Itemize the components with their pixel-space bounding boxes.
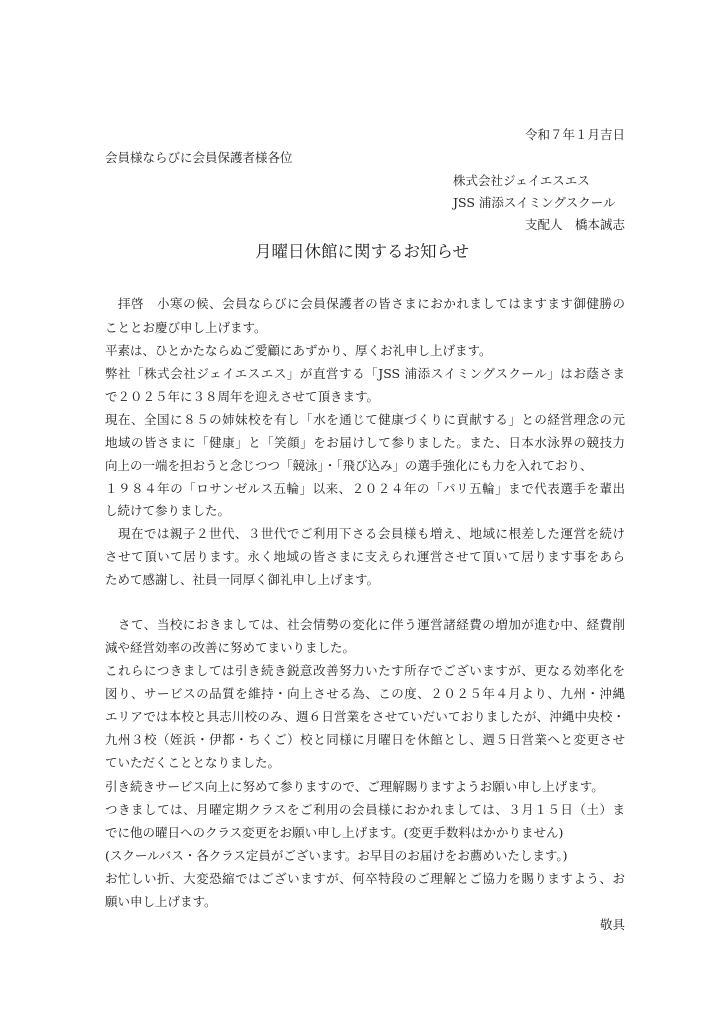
body-line: 向上の一端を担おうと念じつつ「競泳」・「飛び込み」の選手強化にも力を入れており、 bbox=[105, 458, 593, 473]
body-line: 引き続きサービス向上に努めて参りますので、ご理解賜りますようお願い申し上げます。 bbox=[105, 779, 604, 794]
body-line: でに他の曜日へのクラス変更をお願い申し上げます。(変更手数料はかかりません) bbox=[105, 825, 564, 840]
body-line: 願い申し上げます。 bbox=[105, 894, 217, 909]
body-line: つきましては、月曜定期クラスをご利用の会員様におかれましては、３月１５日（土）ま bbox=[105, 802, 625, 817]
body-line: エリアでは本校と具志川校のみ、週６日営業をさせていだいておりましたが、沖縄中央校・ bbox=[105, 709, 625, 724]
school-name: JSS 浦添スイミングスクール bbox=[453, 195, 616, 210]
body-line: 減や経営効率の改善に努めてまいりました。 bbox=[105, 640, 356, 655]
body-line: こととお慶び申し上げます。 bbox=[105, 320, 267, 335]
body-line: で２０２５年に３８周年を迎えさせて頂きます。 bbox=[105, 389, 380, 404]
body-line: 地域の皆さまに「健康」と「笑顔」をお届けして参りました。また、日本水泳界の競技力 bbox=[105, 435, 625, 450]
body-line: (スクールバス・各クラス定員がございます。お早目のお届けをお薦めいたします。) bbox=[105, 848, 568, 863]
body-line: お忙しい折、大変恐縮ではございますが、何卒特段のご理解とご協力を賜りますよう、お bbox=[105, 871, 625, 886]
body-line: 平素は、ひとかたならぬご愛顧にあずかり、厚くお礼申し上げます。 bbox=[105, 343, 492, 358]
body-line: １９８４年の「ロサンゼルス五輪」以来、２０２４年の「パリ五輪」まで代表選手を輩出 bbox=[105, 481, 625, 496]
body-line: ていただくこととなりました。 bbox=[105, 755, 281, 770]
body-line: ためて感謝し、社員一同厚く御礼申し上げます。 bbox=[105, 572, 380, 587]
manager-name: 支配人 橋本誠志 bbox=[524, 217, 625, 232]
body-line: し続けて参りました。 bbox=[105, 503, 231, 518]
body-line: これらにつきましては引き続き鋭意改善努力いたす所存でございますが、更なる効率化を bbox=[105, 663, 625, 678]
body-line: 現在では親子２世代、３世代でご利用下さる会員様も増え、地域に根差した運営を続け bbox=[105, 526, 625, 541]
body-line: 現在、全国に８５の姉妹校を有し「水を通じて健康づくりに貢献する」との経営理念の元 bbox=[105, 412, 625, 427]
body-line: さて、当校におきましては、社会情勢の変化に伴う運営諸経費の増加が進む中、経費削 bbox=[105, 617, 625, 632]
page-title: 月曜日休館に関するお知らせ bbox=[254, 242, 469, 261]
company-name: 株式会社ジェイエスエス bbox=[453, 173, 590, 188]
body-line: 図り、サービスの品質を維持・向上させる為、この度、２０２５年４月より、九州・沖縄 bbox=[105, 686, 625, 701]
body-line: 九州３校（姪浜・伊都・ちくご）校と同様に月曜日を休館とし、週５日営業へと変更させ bbox=[105, 732, 625, 747]
addressee-line: 会員様ならびに会員保護者様各位 bbox=[105, 150, 293, 165]
body-line: 拝啓 小寒の候、会員ならびに会員保護者の皆さまにおかれましてはますます御健勝の bbox=[105, 296, 625, 311]
body-line: 弊社「株式会社ジェイエスエス」が直営する「JSS 浦添スイミングスクール」はお蔭さま bbox=[105, 366, 625, 381]
closing-word: 敬具 bbox=[599, 917, 625, 932]
body-line: させて頂いて居ります。永く地域の皆さまに支えられ運営させて頂いて居ります事をあら bbox=[105, 549, 625, 564]
date-line: 令和７年１月吉日 bbox=[524, 127, 625, 142]
